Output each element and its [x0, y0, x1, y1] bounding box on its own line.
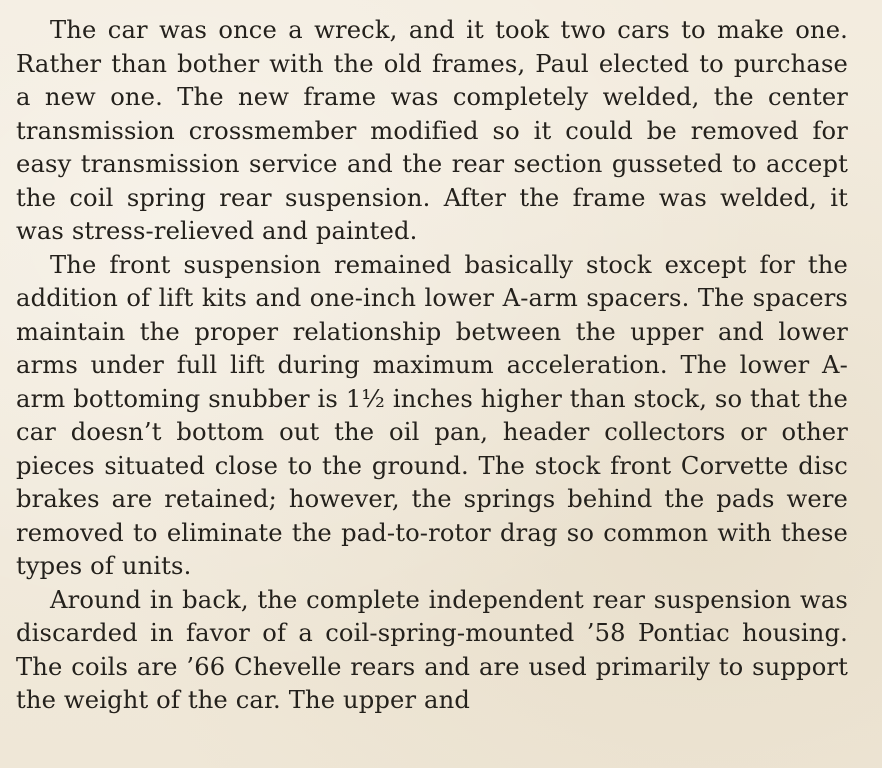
paragraph-front-suspension: The front suspension remained basically stock except for the addition of lift kits and one-inch lower A-arm spacers. The spacers maintain the proper relationship between the upper and lower arms under full lift during maximum acceleration. The lower A-arm bottoming snubber is 1½ inches higher than stock, so that the car doesn’t bottom out the oil pan, header collectors or other pieces situated close to the ground. The stock front Corvette disc brakes are retained; however, the springs behind the pads were removed to eliminate the pad-to-rotor drag so common with these types of units. — [16, 250, 848, 580]
paragraph-frame: The car was once a wreck, and it took two cars to make one. Rather than bother with the old frames, Paul elected to purchase a new one. The new frame was completely welded, the center transmission crossmember modified so it could be removed for easy transmission service and the rear section gusseted to accept the coil spring rear suspension. After the frame was welded, it was stress-relieved and painted. — [16, 16, 848, 245]
paragraph-rear-suspension: Around in back, the complete independent rear suspension was discarded in favor of a coil-spring-mounted ’58 Pontiac housing. The coils are ’66 Chevelle rears and are used primarily to support the weight of the car. The upper and — [16, 585, 848, 714]
article-text-column — [16, 14, 848, 718]
